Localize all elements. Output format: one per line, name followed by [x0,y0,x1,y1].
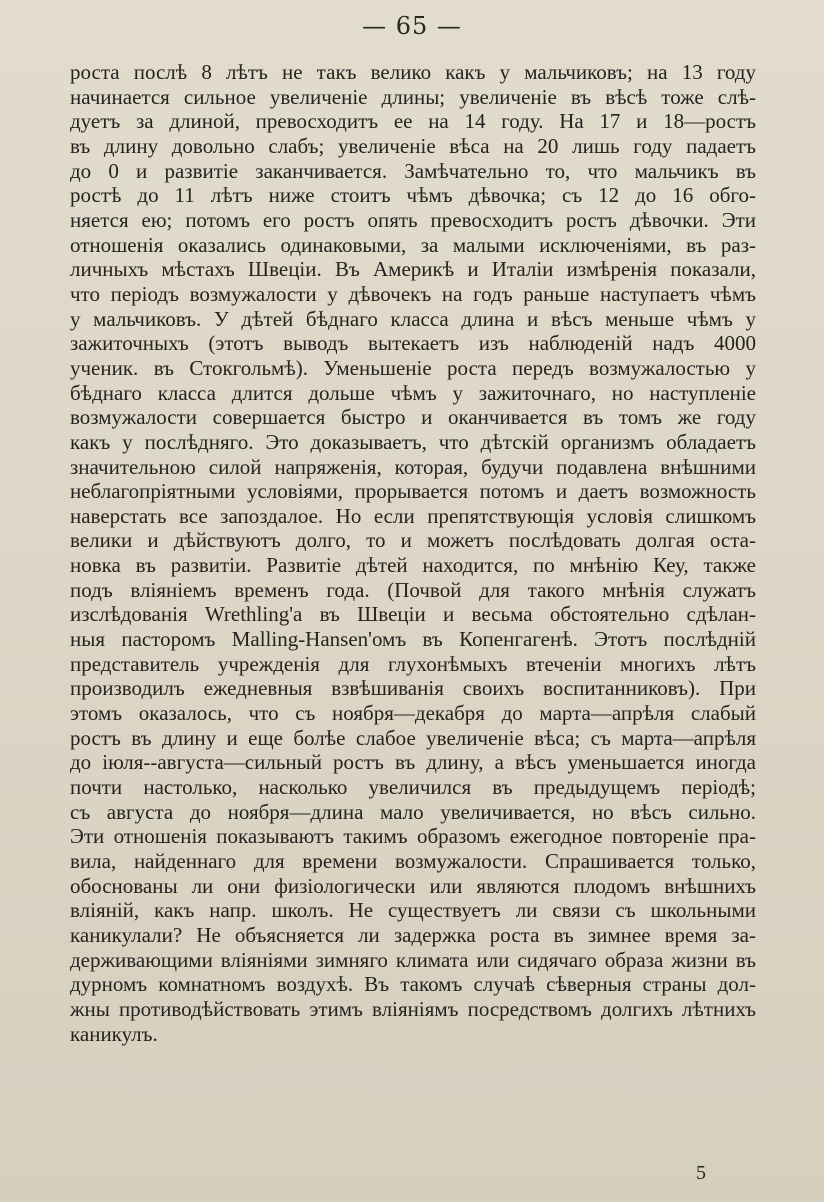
text-line: значительною силой напряженія, которая, будучи подавлена внѣшними [70,454,756,479]
text-line: роста послѣ 8 лѣтъ не такъ велико какъ у мальчиковъ; на 13 году [70,60,756,84]
text-line: начинается сильное увеличеніе длины; увеличеніе въ вѣсѣ тоже слѣ- [70,84,756,109]
text-line-last: каникулъ. [70,1021,158,1046]
text-line: велики и дѣйствуютъ долго, то и можетъ послѣдовать долгая оста- [70,528,756,553]
text-line: ныя пасторомъ Malling-Hansen'омъ въ Копенгагенѣ. Этотъ послѣдній [70,627,756,652]
text-line: ростѣ до 11 лѣтъ ниже стоитъ чѣмъ дѣвочка; съ 12 до 16 обго- [70,183,756,208]
text-line: у мальчиковъ. У дѣтей бѣднаго класса длина и вѣсъ меньше чѣмъ у [70,306,756,331]
text-line: что періодъ возмужалости у дѣвочекъ на годъ раньше наступаетъ чѣмъ [70,281,756,306]
text-line: дурномъ комнатномъ воздухѣ. Въ такомъ случаѣ сѣверныя страны дол- [70,972,756,997]
text-line: наверстать все запоздалое. Но если препятствующія условія слишкомъ [70,503,756,528]
text-line: изслѣдованія Wrethling'а въ Швеціи и весьма обстоятельно сдѣлан- [70,602,756,627]
text-line: производилъ ежедневныя взвѣшиванія своихъ воспитанниковъ). При [70,676,756,701]
text-line: отношенія оказались одинаковыми, за малыми исключеніями, въ раз- [70,232,756,257]
text-line: новка въ развитіи. Развитіе дѣтей находится, по мнѣнію Кеу, также [70,553,756,578]
text-line: ростъ въ длину и еще болѣе слабое увеличеніе вѣса; съ марта—апрѣля [70,725,756,750]
body-text [70,60,756,1046]
text-line: подъ вліяніемъ временъ года. (Почвой для такого мнѣнія служатъ [70,577,756,602]
text-line: жны противодѣйствовать этимъ вліяніямъ посредствомъ долгихъ лѣтнихъ [70,996,756,1021]
text-line: зажиточныхъ (этотъ выводъ вытекаетъ изъ наблюденій надъ 4000 [70,331,756,356]
text-line: какъ у послѣдняго. Это доказываетъ, что дѣтскій организмъ обладаетъ [70,429,756,454]
text-line: въ длину довольно слабъ; увеличеніе вѣса на 20 лишь году падаетъ [70,133,756,158]
text-line: вила, найденнаго для времени возмужалости. Спрашивается только, [70,849,756,873]
text-line: до іюля--августа—сильный ростъ въ длину, а вѣсъ уменьшается иногда [70,750,756,775]
text-line: держивающими вліяніями зимняго климата или сидячаго образа жизни въ [70,947,756,972]
text-line: дуетъ за длиной, превосходитъ ее на 14 году. На 17 и 18—ростъ [70,109,756,134]
text-line: вліяній, какъ напр. школъ. Не существуетъ ли связи съ школьными [70,898,756,923]
text-line: няется ею; потомъ его ростъ опять превосходитъ ростъ дѣвочки. Эти [70,207,756,232]
signature-mark: 5 [696,1162,706,1184]
text-line: личныхъ мѣстахъ Швеціи. Въ Америкѣ и Италіи измѣренія показали, [70,257,756,282]
page-number: — 65 — [362,12,462,40]
text-line: обоснованы ли они физіологически или являются плодомъ внѣшнихъ [70,873,756,898]
text-line: ученик. въ Стокгольмѣ). Уменьшеніе роста передъ возмужалостью у [70,355,756,380]
text-line: этомъ оказалось, что съ ноября—декабря до марта—апрѣля слабый [70,701,756,726]
text-line: бѣднаго класса длится дольше чѣмъ у зажиточнаго, но наступленіе [70,380,756,405]
text-line: почти настолько, насколько увеличился въ предыдущемъ періодѣ; [70,775,756,800]
text-line: возмужалости совершается быстро и оканчивается въ томъ же году [70,405,756,430]
text-line: каникулали? Не объясняется ли задержка роста въ зимнее время за- [70,922,756,947]
text-line: неблагопріятными условіями, прорывается потомъ и даетъ возможность [70,479,756,504]
text-line: Эти отношенія показываютъ такимъ образомъ ежегодное повтореніе пра- [70,824,756,849]
text-line: до 0 и развитіе заканчивается. Замѣчательно то, что мальчикъ въ [70,158,756,183]
text-line: представитель учрежденія для глухонѣмыхъ втеченіи многихъ лѣтъ [70,651,756,676]
text-line: съ августа до ноября—длина мало увеличивается, но вѣсъ сильно. [70,799,756,824]
